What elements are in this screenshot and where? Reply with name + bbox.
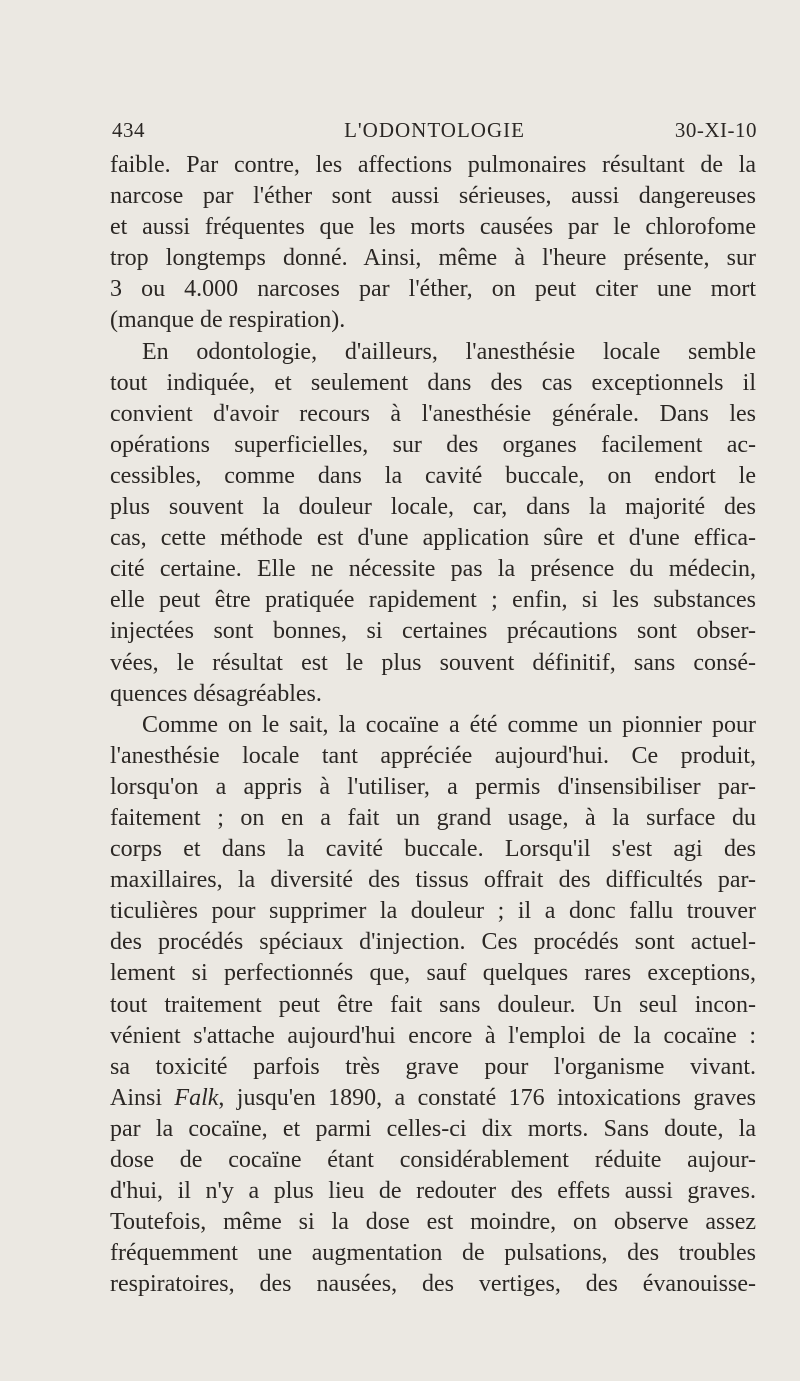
text-line: cas, cette méthode est d'une application sûre et d'une effica- bbox=[110, 525, 756, 552]
text-line: ticulières pour supprimer la douleur ; il a donc fallu trouver bbox=[110, 898, 756, 925]
issue-date: 30-XI-10 bbox=[674, 118, 757, 142]
page-number: 434 bbox=[112, 118, 145, 142]
text-line: lement si perfectionnés que, sauf quelques rares exceptions, bbox=[110, 960, 756, 987]
text-line: Comme on le sait, la cocaïne a été comme un pionnier pour bbox=[142, 711, 756, 738]
text-line bbox=[110, 1083, 756, 1114]
text-line: quences désagréables. bbox=[110, 680, 322, 707]
text-line: 3 ou 4.000 narcoses par l'éther, on peut citer une mort bbox=[110, 276, 756, 303]
text-line: tout traitement peut être fait sans douleur. Un seul incon- bbox=[110, 991, 756, 1018]
text-line: narcose par l'éther sont aussi sérieuses, aussi dangereuses bbox=[110, 183, 756, 210]
text-line: des procédés spéciaux d'injection. Ces procédés sont actuel- bbox=[110, 929, 756, 956]
running-header bbox=[112, 118, 757, 148]
text-line: lorsqu'on a appris à l'utiliser, a permis d'insensibiliser par- bbox=[110, 773, 756, 800]
text-line: plus souvent la douleur locale, car, dans la majorité des bbox=[110, 494, 756, 521]
text-line: opérations superficielles, sur des organes facilement ac- bbox=[110, 431, 756, 458]
text-line: vées, le résultat est le plus souvent définitif, sans consé- bbox=[110, 649, 756, 676]
text-line: convient d'avoir recours à l'anesthésie générale. Dans les bbox=[110, 400, 756, 427]
text-line: Toutefois, même si la dose est moindre, on observe assez bbox=[110, 1209, 756, 1236]
text-line-pre: Ainsi bbox=[110, 1084, 175, 1111]
text-line: maxillaires, la diversité des tissus offrait des difficultés par- bbox=[110, 867, 756, 894]
text-line: d'hui, il n'y a plus lieu de redouter des effets aussi graves. bbox=[110, 1178, 756, 1205]
text-line: (manque de respiration). bbox=[110, 307, 346, 334]
text-line: fréquemment une augmentation de pulsations, des troubles bbox=[110, 1240, 756, 1267]
text-line: faible. Par contre, les affections pulmonaires résultant de la bbox=[110, 152, 756, 178]
text-line: elle peut être pratiquée rapidement ; enfin, si les substances bbox=[110, 587, 756, 614]
text-line: trop longtemps donné. Ainsi, même à l'heure présente, sur bbox=[110, 245, 756, 272]
text-line: faitement ; on en a fait un grand usage, à la surface du bbox=[110, 804, 756, 831]
text-line: En odontologie, d'ailleurs, l'anesthésie locale semble bbox=[142, 338, 756, 365]
text-line: tout indiquée, et seulement dans des cas exceptionnels il bbox=[110, 369, 756, 396]
text-line: corps et dans la cavité buccale. Lorsqu'il s'est agi des bbox=[110, 836, 756, 863]
text-line: l'anesthésie locale tant appréciée aujourd'hui. Ce produit, bbox=[110, 742, 756, 769]
text-line: par la cocaïne, et parmi celles-ci dix morts. Sans doute, la bbox=[110, 1115, 756, 1142]
text-line: injectées sont bonnes, si certaines précautions sont obser- bbox=[110, 618, 756, 645]
text-line-post: , jusqu'en 1890, a constaté 176 intoxications graves bbox=[218, 1084, 757, 1111]
text-line: et aussi fréquentes que les morts causées par le chlorofome bbox=[110, 214, 756, 241]
author-name: Falk bbox=[174, 1084, 219, 1111]
journal-title: L'ODONTOLOGIE bbox=[344, 118, 525, 142]
text-line: vénient s'attache aujourd'hui encore à l'emploi de la cocaïne : bbox=[110, 1022, 756, 1049]
body-text bbox=[110, 150, 756, 1300]
text-line: cessibles, comme dans la cavité buccale, on endort le bbox=[110, 462, 756, 489]
text-line: sa toxicité parfois très grave pour l'organisme vivant. bbox=[110, 1053, 756, 1080]
text-line: dose de cocaïne étant considérablement réduite aujour- bbox=[110, 1147, 756, 1173]
text-line: cité certaine. Elle ne nécessite pas la présence du médecin, bbox=[110, 556, 756, 583]
text-line: respiratoires, des nausées, des vertiges, des évanouisse- bbox=[110, 1271, 756, 1298]
